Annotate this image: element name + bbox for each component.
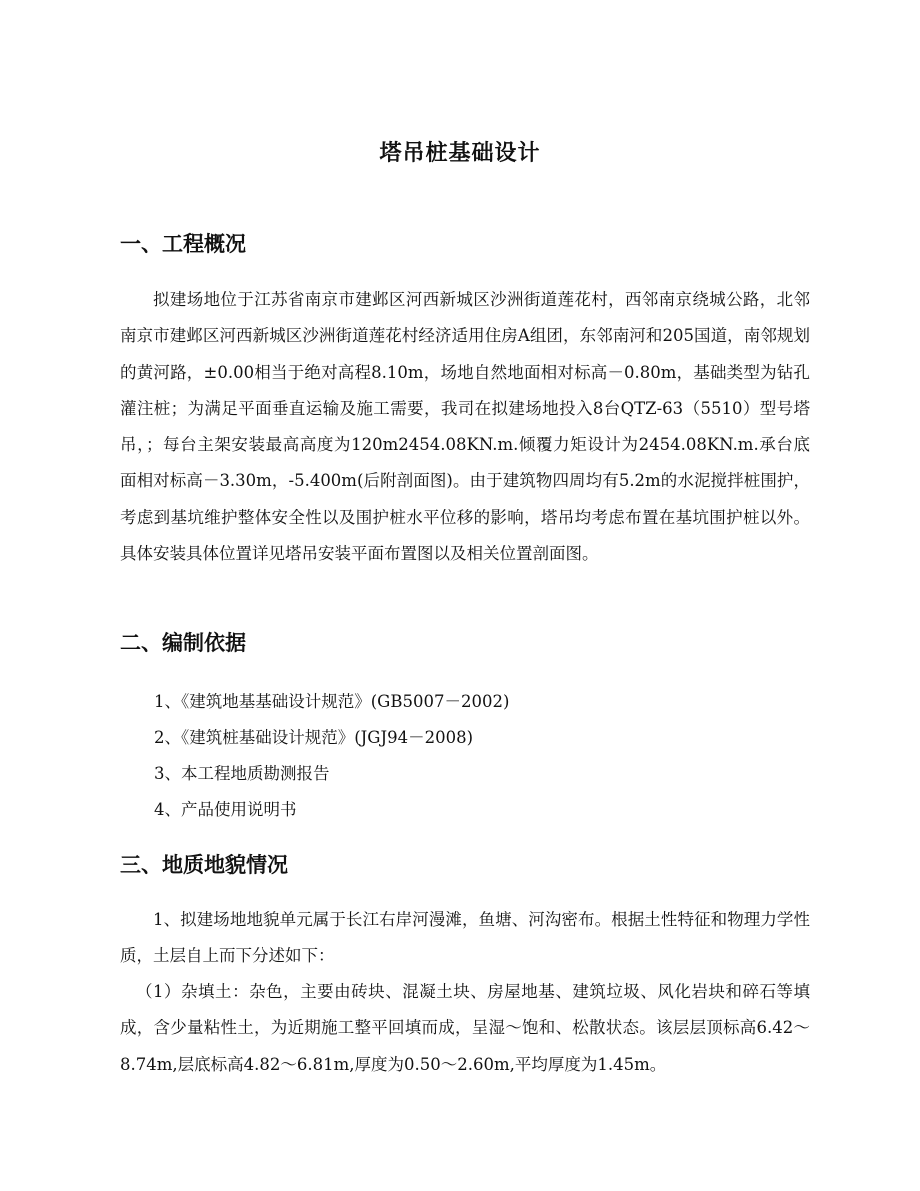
section-heading-basis: 二、编制依据 bbox=[120, 631, 246, 655]
basis-list-item: 4、产品使用说明书 bbox=[154, 800, 297, 819]
overview-paragraph: 拟建场地位于江苏省南京市建邺区河西新城区沙洲街道莲花村，西邻南京绕城公路，北邻南京市建邺区河西新城区沙洲街道莲花村经济适用住房A组团，东邻南河和205国道，南邻规划的黄河路，±0.00相当于绝对高程8.10m，场地自然地面相对标高－0.80m，基础类型为钻孔灌注桩；为满足平面垂直运输及施工需要，我司在拟建场地投入8台QTZ-63（5510）型号塔吊，；每台主架安装最高高度为120m2454.08KN.m.倾覆力矩设计为2454.08KN.m.承台底面相对标高－3.30m，-5.400m(后附剖面图)。由于建筑物四周均有5.2m的水泥搅拌桩围护，考虑到基坑维护整体安全性以及围护桩水平位移的影响，塔吊均考虑布置在基坑围护桩以外。具体安装具体位置详见塔吊安装平面布置图以及相关位置剖面图。 bbox=[120, 290, 810, 564]
section-heading-overview: 一、工程概况 bbox=[120, 232, 246, 256]
fill-soil-paragraph: （1）杂填土：杂色，主要由砖块、混凝土块、房屋地基、建筑垃圾、风化岩块和碎石等填成，含少量粘性土，为近期施工整平回填而成，呈湿～饱和、松散状态。该层层顶标高6.42～8.74m,层底标高4.82～6.81m,厚度为0.50～2.60m,平均厚度为1.45m。 bbox=[120, 982, 810, 1074]
basis-list-item: 2、《建筑桩基础设计规范》(JGJ94－2008) bbox=[154, 728, 474, 747]
section-heading-geology: 三、地质地貌情况 bbox=[120, 853, 288, 877]
document-title: 塔吊桩基础设计 bbox=[379, 141, 541, 166]
basis-list-item: 1、《建筑地基基础设计规范》(GB5007－2002) bbox=[154, 692, 510, 711]
geology-paragraph: 1、拟建场地地貌单元属于长江右岸河漫滩，鱼塘、河沟密布。根据土性特征和物理力学性质，土层自上而下分述如下： bbox=[120, 910, 810, 966]
basis-list-item: 3、本工程地质勘测报告 bbox=[154, 764, 330, 783]
